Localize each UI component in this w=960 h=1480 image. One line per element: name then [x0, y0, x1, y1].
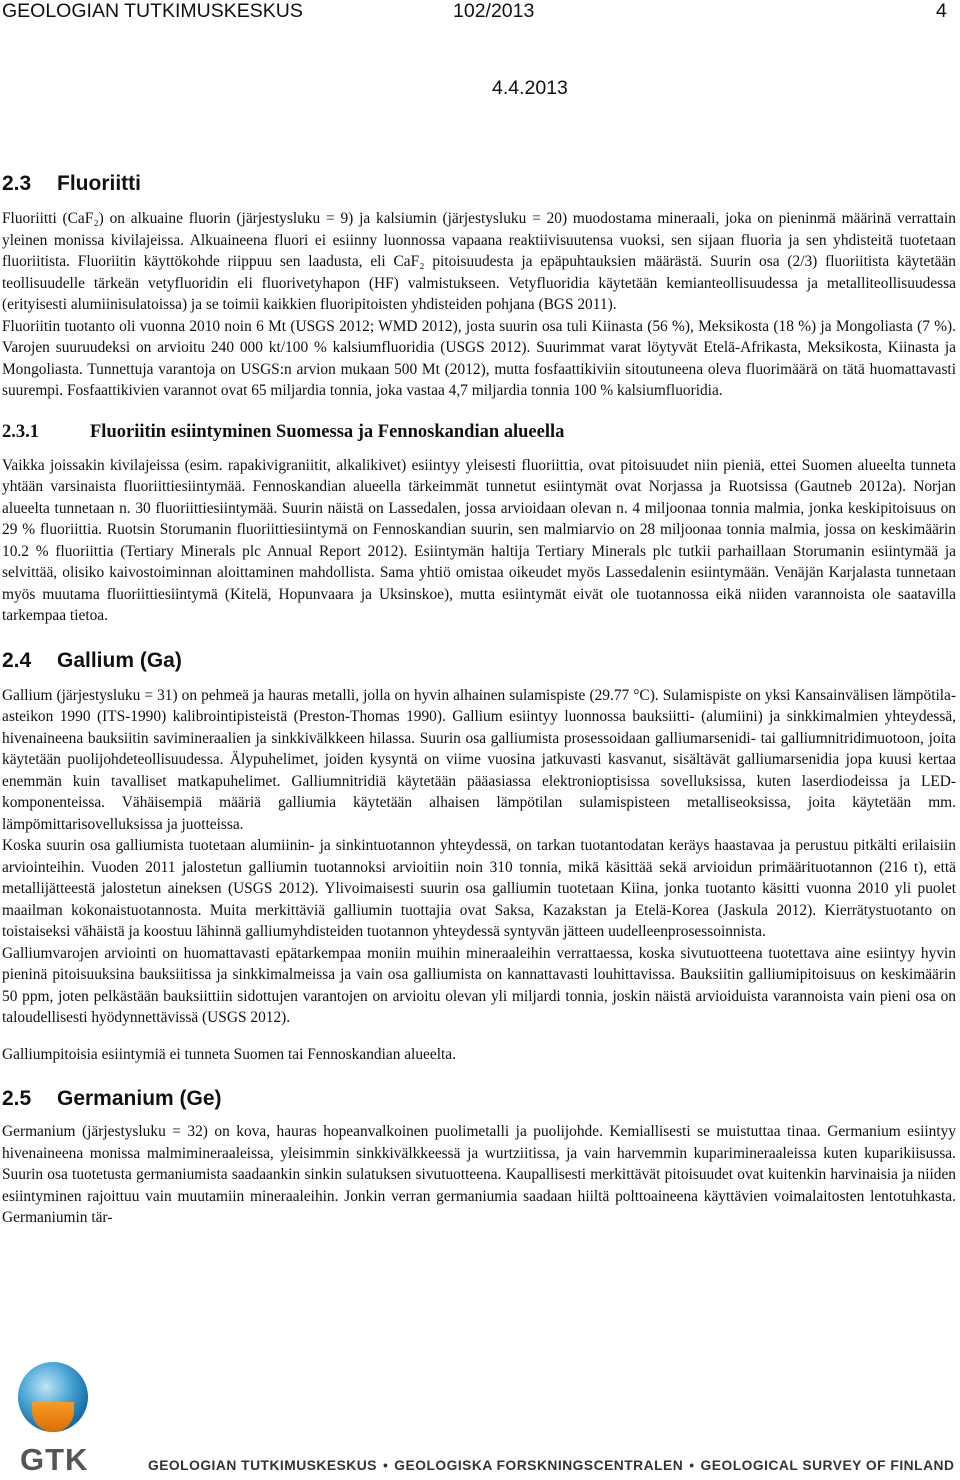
section-title: Germanium (Ge)	[57, 1087, 222, 1110]
footer-name-fi: GEOLOGIAN TUTKIMUSKESKUS	[148, 1458, 377, 1473]
footer-name-sv: GEOLOGISKA FORSKNINGSCENTRALEN	[394, 1458, 684, 1473]
paragraph: Koska suurin osa galliumista tuotetaan alumiinin- ja sinkintuotannon yhteydessä, on tarkan tuotantodatan keräys haastavaa ja perustuu pitkälti erilaisiin arviointeihin. Vuoden 2011 jalostetun galliumin tuotannoksi arvioitiin noin 310 tonnia, mikä käsittää sekä arvioidun primäärituotannon (216 t), että metallijätteestä jalostetun aineksen (USGS 2012). Ylivoimaisesti suurin osa galliumin tuotetaan Kiina, jonka tuotanto käsitti vuonna 2010 yli puolet maailman kokonaistuotannosta. Muita merkittäviä galliumin tuottajia ovat Saksa, Kazakstan ja Etelä-Korea (Jaskula 2012). Kierrätystuotanto on toistaiseksi vähäistä ja koostuu lähinnä galliumyhdisteiden tuotannon yhteydessä syntyvän jätteen uudelleenprosessoinnista.	[2, 837, 956, 940]
section-number: 2.4	[2, 648, 32, 672]
section-title: Gallium (Ga)	[57, 648, 182, 672]
section-number: 2.3	[2, 172, 32, 195]
paragraph: Galliumpitoisia esiintymiä ei tunneta Suomen tai Fennoskandian alueelta.	[2, 1045, 456, 1063]
section-heading-germanium	[2, 1087, 956, 1111]
section-heading-gallium	[2, 649, 956, 673]
footer-name-en: GEOLOGICAL SURVEY OF FINLAND	[700, 1458, 955, 1473]
footer-org-names: GEOLOGIAN TUTKIMUSKESKUS • GEOLOGISKA FORSKNINGSCENTRALEN • GEOLOGICAL SURVEY OF FINLAND	[148, 1458, 955, 1473]
header-page-number: 4	[936, 0, 947, 22]
section-number: 2.3.1	[2, 421, 39, 442]
paragraph: Fluoriitin tuotanto oli vuonna 2010 noin 6 Mt (USGS 2012; WMD 2012), josta suurin osa tuli Kiinasta (56 %), Meksikosta (18 %) ja Mongoliasta (7 %). Varojen suuruudeksi on arvioitu 240 000 kt/100 % kalsiumfluoridia (USGS 2012). Suurimmat varat löytyvät Etelä-Afrikasta, Meksikosta, Kiinasta ja Mongoliasta. Tunnettuja varantoja on USGS:n arvion mukaan 500 Mt (2012), mutta fosfaattikiviin sitoutuneena oleva fluorimäärä on tätä huomattavasti suurempi. Fosfaattikivien varannot ovat 65 miljardia tonnia, joka vastaa 4,7 miljardia tonnia 100 % kalsiumfluoridia.	[2, 317, 956, 399]
paragraph: Fluoriitti (CaF₂) on alkuaine fluorin (järjestysluku = 9) ja kalsiumin (järjestysluku = 20) muodostama mineraali, joka on pieninmä määrinä verrattain yleinen monissa kivilajeissa. Alkuaineena fluori ei esiinny luonnossa vapaana reaktiivisuutensa vuoksi, sen sijaan fluoria ja sen yhdisteitä tuotetaan fluoriitista. Fluoriitin käyttökohde riippuu sen laadusta, eli CaF₂ pitoisuudesta ja epäpuhtauksien määrästä. Suurin osa (2/3) fluoriitista käytetään teollisuudelle tärkeän vetyfluoridin eli fluorivetyhapon (HF) valmistukseen. Vetyfluoridia käytetään kemianteollisuudessa ja metalliteollisuudessa (erityisesti alumiinisulatoissa) ja se toimii kaikkien fluoripitoisten yhdisteiden pohjana (BGS 2011).	[2, 210, 956, 313]
gtk-logo-icon	[18, 1362, 88, 1432]
header-date: 4.4.2013	[492, 77, 568, 99]
paragraph: Galliumvarojen arviointi on huomattavasti epätarkempaa moniin muihin mineraaleihin verrattaessa, koska sivutuotteena tuotettava aine esiintyy hyvin pieninä pitoisuuksina bauksiitissa ja sinkkimalmeissa ja vain osa galliumista on kannattavasti louhittavissa. Bauksiitin galliumipitoisuus on keskimäärin 50 ppm, joten pelkästään bauksiittiin sidottujen varantojen on arvioitu olevan yli miljardi tonnia, joskin näistä arvioiduista varannoista vain pieni osa on taloudellisesti hyödynnettävissä (USGS 2012).	[2, 944, 956, 1026]
section-title: Fluoriitti	[57, 172, 141, 195]
page-header	[0, 0, 960, 110]
gtk-logo-text: GTK	[20, 1442, 89, 1477]
section-title: Fluoriitin esiintyminen Suomessa ja Fennoskandian alueella	[90, 421, 565, 442]
paragraph: Vaikka joissakin kivilajeissa (esim. rapakivigraniitit, alkalikivet) esiintyy yleisesti fluoriittia, ovat pitoisuudet niin pieniä, ettei Suomen alueelta tunneta yhtään varsinaista fluoriittiesiintymää. Fennoskandian alueella tärkeimmät tunnetut esiintymät ovat Norjassa ja Ruotsissa (Gautneb 2012a). Norjan alueelta tunnetaan n. 30 fluoriittiesiintymää. Suurin näistä on Lassedalen, jossa arvioidaan olevan n. 4 miljoonaa tonnia malmia, jonka keskipitoisuus on 29 % fluoriittia. Ruotsin Storumanin fluoriittiesiintymä on Fennoskandian suurin, sen malmiarvio on 28 miljoonaa tonnia malmia, jossa on keskimäärin 10.2 % fluoriittia (Tertiary Minerals plc Annual Report 2012). Esiintymän haltija Tertiary Minerals plc tutkii parhaillaan Storumanin esiintymää ja selvittää, olisiko kaivostoiminnan aloittaminen mahdollista. Sama yhtiö omistaa oikeudet myös Lassedalenin esiintymään. Venäjän Karjalasta tunnetaan myös muutama fluoriittiesiintymä (Kitelä, Hopunvaara ja Uksinskoe), mutta esiintymät eivät ole tuotannossa eikä niiden varannoista ole saatavilla tarkempaa tietoa.	[2, 456, 956, 624]
section-heading-fluoriitti	[2, 172, 956, 196]
header-org-name: GEOLOGIAN TUTKIMUSKESKUS	[2, 0, 303, 22]
section-number: 2.5	[2, 1087, 32, 1110]
header-report-number: 102/2013	[453, 0, 535, 22]
page-footer	[0, 1360, 960, 1480]
document-body	[2, 172, 956, 1229]
paragraph: Germanium (järjestysluku = 32) on kova, hauras hopeanvalkoinen puolimetalli ja puolijohde. Kemiallisesti se muistuttaa tinaa. Germanium esiintyy hivenaineena monissa malmimineraaleissa, yleisimmin sinkkivälkkeessä ja wurtziitissa, ja vain harvemmin kuparimineraaleissa kuten kuparikiisussa. Suurin osa tuotetusta germaniumista saadaankin sinkin sulatuksen sivutuotteena. Kaupallisesti merkittävät pitoisuudet ovat kuitenkin harvinaisia ja niiden esiintyminen rajoittuu vain muutamiin mineraaleihin. Jonkin verran germaniumia saadaan hiiltä polttoaineena käyttävien voimalaitosten lentotuhkasta. Germaniumin tär-	[2, 1123, 956, 1226]
subsection-heading-fluoriitin-esiintyminen	[2, 422, 956, 443]
paragraph: Gallium (järjestysluku = 31) on pehmeä ja hauras metalli, jolla on hyvin alhainen sulamispiste (29.77 °C). Sulamispiste on yksi Kansainvälisen lämpötila-asteikon 1990 (ITS-1990) kalibrointipisteistä (Preston-Thomas 1990). Gallium esiintyy luonnossa bauksiitti- (alumiini) ja sinkkimalmien yhteydessä, hivenaineena bauksiitin savimineraalien ja sinkkivälkkeen hilassa. Suurin osa galliumista prosessoidaan galliumarsenidi- tai galliumnitridimuotoon, joita käytetään puolijohdeteollisuudessa. Älypuhelimet, joiden kysyntä on viime vuosina jatkuvasti kasvanut, sisältävät galliumarsenidia jopa kuusi kertaa enemmän kuin tavalliset matkapuhelimet. Galliumnitridiä käytetään pääasiassa elektronioptisissa sovelluksissa, kuten laserdiodeissa ja LED-komponenteissa. Vähäisempiä määriä galliumia käytetään alhaisen lämpötilan sulamispisteen metalliseoksissa, joita käytetään mm. lämpömittarisovelluksissa ja juotteissa.	[2, 686, 956, 833]
